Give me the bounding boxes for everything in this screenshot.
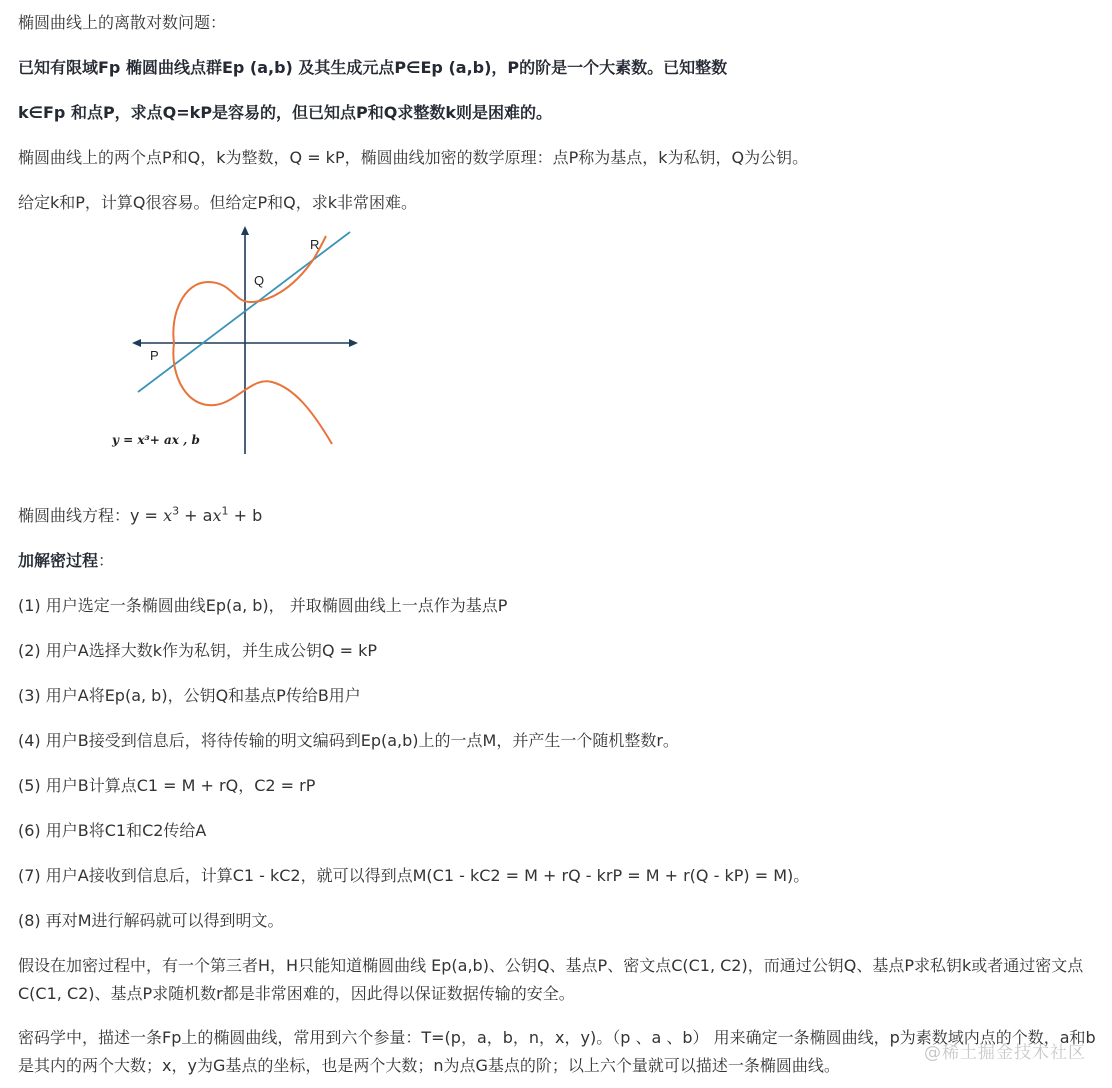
text-line-5: 给定k和P，计算Q很容易。但给定P和Q，求k非常困难。 [18,193,418,212]
y-axis-arrow [241,226,249,235]
step-4: (4) 用户B接受到信息后，将待传输的明文编码到Ep(a,b)上的一点M，并产生一个随机整数r。 [18,731,679,750]
step-7: (7) 用户A接收到信息后，计算C1 - kC2，就可以得到点M(C1 - kC2 = M + rQ - krP = M + r(Q - kP) = M)。 [18,866,810,885]
process-heading-colon: ： [98,551,115,570]
bold-line-2: 已知有限域Fp 椭圆曲线点群Ep (a,b) 及其生成元点P∈Ep (a,b)，P的阶是一个大素数。已知整数 [18,58,728,77]
equation-x1: x [163,506,173,525]
elliptic-curve-svg [110,222,370,462]
elliptic-curve-figure [110,222,370,462]
label-q: Q [254,273,265,288]
curve-equation-label: y = x³+ ax , b [112,433,200,447]
label-r: R [310,237,320,252]
step-3: (3) 用户A将Ep(a, b)，公钥Q和基点P传给B用户 [18,686,361,705]
equation-prefix: 椭圆曲线方程：y = [18,506,164,525]
label-p: P [150,348,159,363]
parameters-paragraph: 密码学中，描述一条Fp上的椭圆曲线，常用到六个参量：T=(p，a，b，n，x，y)。（p 、a 、b） 用来确定一条椭圆曲线，p为素数域内点的个数，a和b是其内的两个大数；x，y为G基点的坐标，也是两个大数；n为点G基点的阶；以上六个量就可以描述一条椭圆曲线。 [18,1028,1096,1075]
step-2: (2) 用户A选择大数k作为私钥，并生成公钥Q = kP [18,641,378,660]
equation-mid: + a [179,506,213,525]
process-heading-line [18,550,114,572]
equation-line [18,505,262,527]
watermark: @稀土掘金技术社区 [924,1043,1086,1063]
x-axis-arrow [349,339,358,347]
step-5: (5) 用户B计算点C1 = M + rQ，C2 = rP [18,776,316,795]
equation-suffix: + b [228,506,263,525]
x-axis-arrow-left [132,339,141,347]
step-6: (6) 用户B将C1和C2传给A [18,821,207,840]
elliptic-curve [173,236,332,444]
equation-x2: x [212,506,222,525]
step-8: (8) 再对M进行解码就可以得到明文。 [18,911,284,930]
text-line-4: 椭圆曲线上的两个点P和Q，k为整数，Q = kP，椭圆曲线加密的数学原理：点P称为基点，k为私钥，Q为公钥。 [18,148,809,167]
secant-line [138,232,350,392]
text-line-1: 椭圆曲线上的离散对数问题： [18,13,227,32]
equation-exp1: 3 [172,504,180,518]
security-paragraph: 假设在加密过程中，有一个第三者H，H只能知道椭圆曲线 Ep(a,b)、公钥Q、基点P、密文点C(C1, C2)，而通过公钥Q、基点P求私钥k或者通过密文点C(C1, C2)、基点P求随机数r都是非常困难的，因此得以保证数据传输的安全。 [18,956,1084,1003]
equation-exp2: 1 [221,504,229,518]
step-1: (1) 用户选定一条椭圆曲线Ep(a, b)， 并取椭圆曲线上一点作为基点P [18,596,508,615]
bold-line-3: k∈Fp 和点P，求点Q=kP是容易的，但已知点P和Q求整数k则是困难的。 [18,103,553,122]
process-heading: 加解密过程 [18,551,99,570]
